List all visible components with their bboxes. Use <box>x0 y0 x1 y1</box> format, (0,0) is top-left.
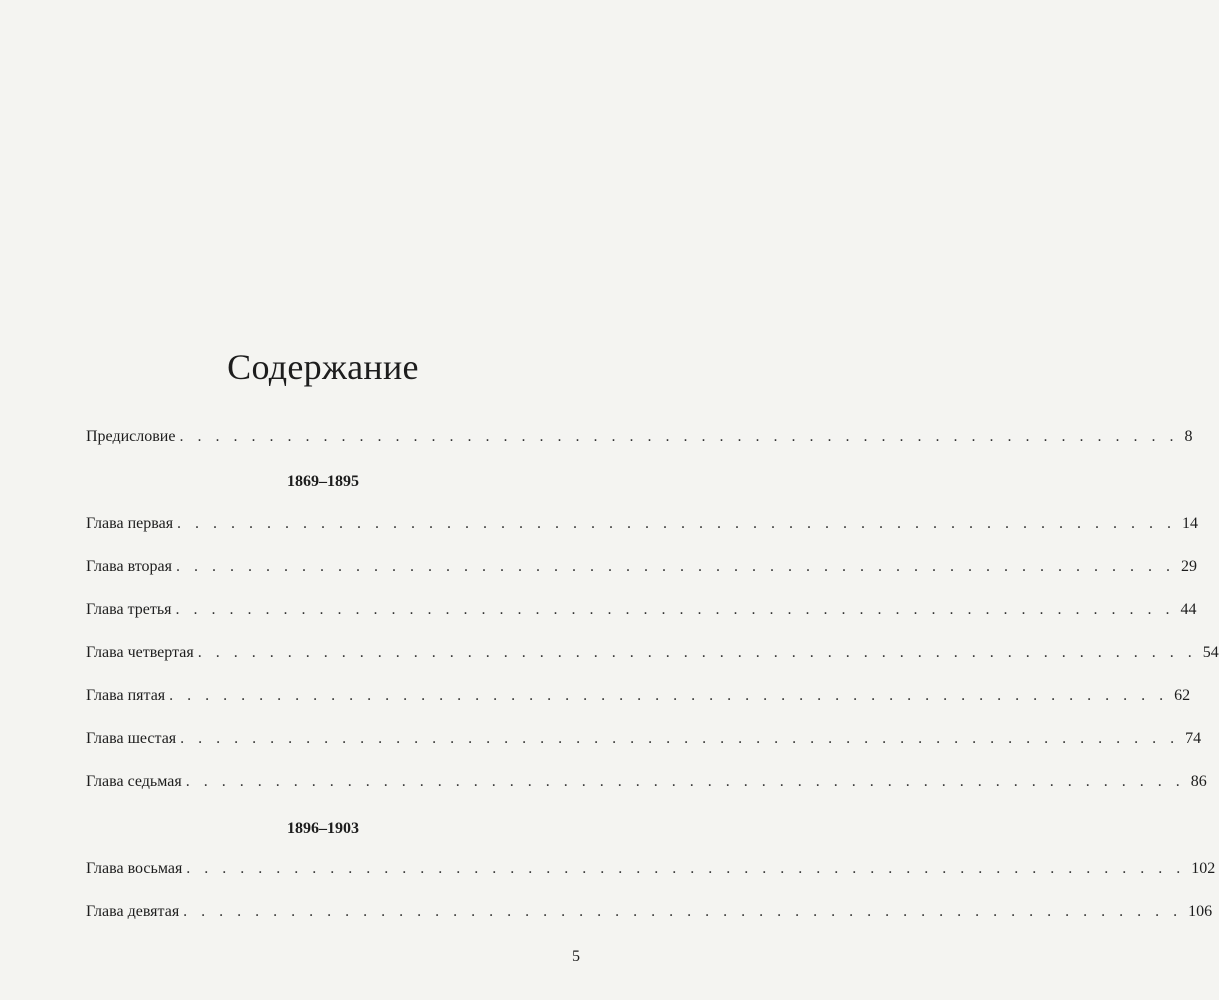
toc-entry-page: 106 <box>1188 903 1213 920</box>
toc-entry-page: 14 <box>1182 515 1199 532</box>
dot-leader: . . . . . . . . . . . . . . . . . . . . . . . . . . . . . . . . . . . . . . . . . . . . . . . . . . . . . . . . <box>177 515 1177 532</box>
toc-entry-page: 102 <box>1191 860 1216 877</box>
toc-entry-label: Глава пятая <box>86 687 166 704</box>
dot-leader: . . . . . . . . . . . . . . . . . . . . . . . . . . . . . . . . . . . . . . . . . . . . . . . . . . . . . . . . <box>180 730 1180 747</box>
dot-leader: . . . . . . . . . . . . . . . . . . . . . . . . . . . . . . . . . . . . . . . . . . . . . . . . . . . . . . . . <box>169 687 1169 704</box>
toc-entry-chapter-6[interactable] <box>86 730 1202 752</box>
toc-entry-preface[interactable] <box>86 428 1193 450</box>
toc-entry-label: Глава четвертая <box>86 644 194 661</box>
page-title: Содержание <box>227 347 419 388</box>
toc-entry-label: Глава вторая <box>86 558 172 575</box>
toc-entry-label: Глава шестая <box>86 730 177 747</box>
toc-entry-label: Глава третья <box>86 601 172 618</box>
dot-leader: . . . . . . . . . . . . . . . . . . . . . . . . . . . . . . . . . . . . . . . . . . . . . . . . . . . . . . . . <box>186 860 1186 877</box>
dot-leader: . . . . . . . . . . . . . . . . . . . . . . . . . . . . . . . . . . . . . . . . . . . . . . . . . . . . . . . . <box>175 558 1175 575</box>
toc-entry-page: 29 <box>1180 558 1197 575</box>
section-heading: 1869–1895 <box>287 473 359 490</box>
dot-leader: . . . . . . . . . . . . . . . . . . . . . . . . . . . . . . . . . . . . . . . . . . . . . . . . . . . . . . . . <box>179 428 1179 445</box>
dot-leader: . . . . . . . . . . . . . . . . . . . . . . . . . . . . . . . . . . . . . . . . . . . . . . . . . . . . . . . . <box>197 644 1197 661</box>
section-heading: 1896–1903 <box>287 820 359 837</box>
toc-entry-chapter-9[interactable] <box>86 903 1213 925</box>
toc-entry-label: Глава восьмая <box>86 860 183 877</box>
toc-entry-label: Глава седьмая <box>86 773 182 790</box>
dot-leader: . . . . . . . . . . . . . . . . . . . . . . . . . . . . . . . . . . . . . . . . . . . . . . . . . . . . . . . . <box>183 903 1183 920</box>
page-number: 5 <box>572 948 580 965</box>
toc-entry-page: 62 <box>1174 687 1191 704</box>
toc-entry-page: 54 <box>1202 644 1219 661</box>
toc-entry-chapter-3[interactable] <box>86 601 1197 623</box>
toc-entry-chapter-7[interactable] <box>86 773 1207 795</box>
toc-entry-label: Предисловие <box>86 428 176 445</box>
dot-leader: . . . . . . . . . . . . . . . . . . . . . . . . . . . . . . . . . . . . . . . . . . . . . . . . . . . . . . . . <box>175 601 1175 618</box>
toc-entry-chapter-5[interactable] <box>86 687 1191 709</box>
toc-entry-label: Глава девятая <box>86 903 180 920</box>
toc-entry-chapter-1[interactable] <box>86 515 1199 537</box>
toc-entry-page: 86 <box>1190 773 1207 790</box>
toc-entry-page: 44 <box>1180 601 1197 618</box>
toc-entry-chapter-8[interactable] <box>86 860 1216 882</box>
toc-entry-chapter-4[interactable] <box>86 644 1219 666</box>
toc-entry-label: Глава первая <box>86 515 174 532</box>
dot-leader: . . . . . . . . . . . . . . . . . . . . . . . . . . . . . . . . . . . . . . . . . . . . . . . . . . . . . . . . <box>185 773 1185 790</box>
toc-entry-page: 8 <box>1184 428 1193 445</box>
toc-entry-page: 74 <box>1185 730 1202 747</box>
toc-entry-chapter-2[interactable] <box>86 558 1197 580</box>
